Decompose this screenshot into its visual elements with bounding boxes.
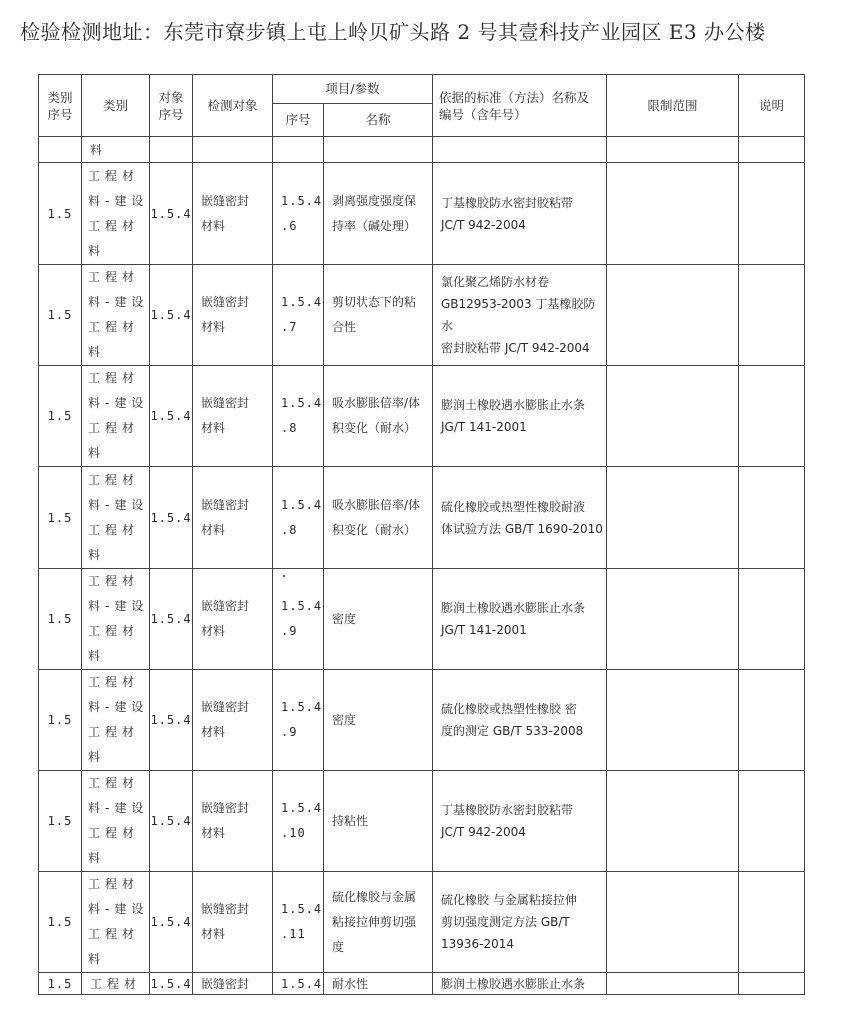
cell-item-seq: 1.5.4 <box>273 973 324 995</box>
cell-limit <box>607 366 739 467</box>
cell-item-seq: 1.5.4 .11 <box>273 872 324 973</box>
cell-cat-seq: 1.5 <box>39 366 82 467</box>
cell-obj-seq: 1.5.4 <box>150 265 193 366</box>
cell-object: 嵌缝密封 材料 <box>193 872 273 973</box>
cell-object: 嵌缝密封 材料 <box>193 467 273 569</box>
col-header-limit: 限制范围 <box>607 75 739 137</box>
cell-standard: 丁基橡胶防水密封胶粘带 JC/T 942-2004 <box>433 771 607 872</box>
cell-limit <box>607 467 739 569</box>
cell-limit <box>607 137 739 163</box>
col-header-item-seq: 序号 <box>273 104 324 137</box>
cell-object: 嵌缝密封 材料 <box>193 670 273 771</box>
cell-item-seq: 1.5.4 .9 <box>273 569 324 670</box>
cell-object: 嵌缝密封 材料 <box>193 771 273 872</box>
table-header <box>39 75 805 137</box>
cell-limit <box>607 163 739 265</box>
cell-object: 嵌缝密封 <box>193 973 273 995</box>
col-header-obj-seq: 对象 序号 <box>150 75 193 137</box>
table-row-partial <box>39 973 805 995</box>
cell-cat-seq: 1.5 <box>39 163 82 265</box>
col-header-item-group: 项目/参数 <box>273 75 433 104</box>
cell-note <box>739 265 805 366</box>
cell-note <box>739 670 805 771</box>
table-row <box>39 366 805 467</box>
cell-item-name: 耐水性 <box>324 973 433 995</box>
cell-object <box>193 137 273 163</box>
table-row <box>39 771 805 872</box>
cell-cat-seq: 1.5 <box>39 569 82 670</box>
cell-note <box>739 467 805 569</box>
cell-standard: 膨润土橡胶遇水膨胀止水条 JG/T 141-2001 <box>433 569 607 670</box>
cell-note <box>739 569 805 670</box>
continuation-row <box>39 137 805 163</box>
cell-obj-seq: 1.5.4 <box>150 872 193 973</box>
cell-category: 工程材 料-建设 工程材 料 <box>82 872 150 973</box>
cell-item-seq: 1.5.4 .8 <box>273 467 324 569</box>
cell-obj-seq: 1.5.4 <box>150 569 193 670</box>
col-header-category: 类别 <box>82 75 150 137</box>
col-header-cat-seq: 类别 序号 <box>39 75 82 137</box>
cell-standard: 膨润土橡胶遇水膨胀止水条 JG/T 141-2001 <box>433 366 607 467</box>
cell-limit <box>607 771 739 872</box>
cell-item-name: 剥离强度强度保 持率（碱处理） <box>324 163 433 265</box>
table-row <box>39 872 805 973</box>
cell-item-name: 剪切状态下的粘 合性 <box>324 265 433 366</box>
cell-category: 工程材 料-建设 工程材 料 <box>82 670 150 771</box>
continuation-category: 料 <box>82 137 150 163</box>
cell-object: 嵌缝密封 材料 <box>193 163 273 265</box>
table-row <box>39 163 805 265</box>
cell-obj-seq: 1.5.4 <box>150 163 193 265</box>
cell-cat-seq: 1.5 <box>39 467 82 569</box>
cell-item-seq: 1.5.4 .6 <box>273 163 324 265</box>
cell-category: 工程材 料-建设 工程材 料 <box>82 569 150 670</box>
cell-object: 嵌缝密封 材料 <box>193 265 273 366</box>
cell-limit <box>607 265 739 366</box>
cell-obj-seq: 1.5.4 <box>150 467 193 569</box>
cell-category: 工程材 料-建设 工程材 料 <box>82 467 150 569</box>
table-row <box>39 569 805 670</box>
cell-item-seq: 1.5.4 .9 <box>273 670 324 771</box>
cell-object: 嵌缝密封 材料 <box>193 569 273 670</box>
cell-standard: 丁基橡胶防水密封胶粘带 JC/T 942-2004 <box>433 163 607 265</box>
cell-category: 工程材 料-建设 工程材 料 <box>82 163 150 265</box>
cell-limit <box>607 973 739 995</box>
cell-obj-seq: 1.5.4 <box>150 366 193 467</box>
cell-cat-seq: 1.5 <box>39 670 82 771</box>
cell-item-name: 吸水膨胀倍率/体 积变化（耐水） <box>324 467 433 569</box>
cell-item-seq: 1.5.4 .8 <box>273 366 324 467</box>
cell-note <box>739 163 805 265</box>
cell-category: 工程材 料-建设 工程材 料 <box>82 366 150 467</box>
cell-note <box>739 137 805 163</box>
cell-note <box>739 973 805 995</box>
cell-obj-seq <box>150 137 193 163</box>
cell-item-seq: 1.5.4 .10 <box>273 771 324 872</box>
page-title: 检验检测地址：东莞市寮步镇上屯上岭贝矿头路 2 号其壹科技产业园区 E3 办公楼 <box>20 20 766 44</box>
cell-standard: 膨润土橡胶遇水膨胀止水条 <box>433 973 607 995</box>
cell-cat-seq: 1.5 <box>39 771 82 872</box>
cell-obj-seq: 1.5.4 <box>150 670 193 771</box>
table-row <box>39 670 805 771</box>
col-header-object: 检测对象 <box>193 75 273 137</box>
cell-item-name: 持粘性 <box>324 771 433 872</box>
cell-item-name: 密度 <box>324 569 433 670</box>
table-row <box>39 265 805 366</box>
cell-standard: 硫化橡胶或热塑性橡胶耐液 体试验方法 GB/T 1690-2010 <box>433 467 607 569</box>
cell-obj-seq: 1.5.4 <box>150 771 193 872</box>
cell-item-name: 密度 <box>324 670 433 771</box>
cell-limit <box>607 670 739 771</box>
cell-object: 嵌缝密封 材料 <box>193 366 273 467</box>
cell-item-seq <box>273 137 324 163</box>
col-header-note: 说明 <box>739 75 805 137</box>
cell-item-name: 吸水膨胀倍率/体 积变化（耐水） <box>324 366 433 467</box>
cell-standard <box>433 137 607 163</box>
ink-speck <box>283 575 285 577</box>
cell-standard: 硫化橡胶 与金属粘接拉伸 剪切强度测定方法 GB/T 13936-2014 <box>433 872 607 973</box>
cell-note <box>739 366 805 467</box>
cell-item-seq: 1.5.4 .7 <box>273 265 324 366</box>
col-header-item-name: 名称 <box>324 104 433 137</box>
cell-cat-seq: 1.5 <box>39 265 82 366</box>
cell-note <box>739 872 805 973</box>
spec-table <box>38 74 805 995</box>
cell-item-name: 硫化橡胶与金属 粘接拉伸剪切强 度 <box>324 872 433 973</box>
cell-limit <box>607 569 739 670</box>
table-row <box>39 467 805 569</box>
cell-obj-seq: 1.5.4 <box>150 973 193 995</box>
col-header-standard: 依据的标准（方法）名称及 编号（含年号） <box>433 75 607 137</box>
cell-cat-seq: 1.5 <box>39 973 82 995</box>
cell-limit <box>607 872 739 973</box>
cell-category: 工程材 料-建设 工程材 料 <box>82 771 150 872</box>
cell-item-name <box>324 137 433 163</box>
cell-note <box>739 771 805 872</box>
cell-category: 工程材 <box>82 973 150 995</box>
cell-cat-seq: 1.5 <box>39 872 82 973</box>
cell-standard: 氯化聚乙烯防水材卷 GB12953-2003 丁基橡胶防水 密封胶粘带 JC/T 942-2004 <box>433 265 607 366</box>
cell-category: 工程材 料-建设 工程材 料 <box>82 265 150 366</box>
cell-standard: 硫化橡胶或热塑性橡胶 密 度的测定 GB/T 533-2008 <box>433 670 607 771</box>
cell-cat-seq <box>39 137 82 163</box>
